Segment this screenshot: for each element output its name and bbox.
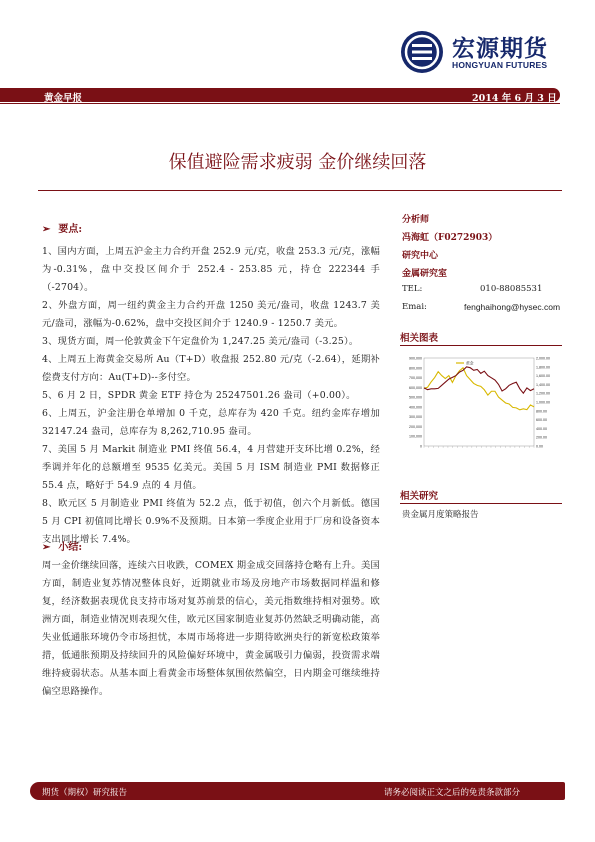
chart-left-tick-label: 100,000 [409, 434, 422, 439]
page-title: 保值避险需求疲弱 金价继续回落 [168, 152, 427, 173]
chart-right-tick-label: 1,600.00 [536, 374, 550, 379]
chart-left-tick-label: 200,000 [409, 424, 422, 429]
list-item: 4、上周五上海黄金交易所 Au（T+D）收盘报 252.80 元/克（-2.64），延期补偿费支付方向：Au(T+D)--多付空。 [42, 354, 380, 383]
list-item: 7、美国 5 月 Markit 制造业 PMI 终值 56.4，4 月营建开支环比增 0.2%，经季调并年化的总额增至 9535 亿美元。美国 5 月 ISM 制造业 PMI 数据修正 55.4 点，略好于 54.9 点的 4 月值。 [42, 444, 380, 491]
related-chart-rule [400, 345, 562, 346]
related-chart-heading: 相关图表 [400, 333, 439, 344]
related-research-rule [400, 503, 562, 504]
chart-left-tick-label: 500,000 [409, 395, 422, 400]
analyst-role: 分析师 [402, 215, 430, 225]
gold-chart [396, 350, 562, 470]
summary-text [42, 557, 380, 701]
summary-heading [42, 538, 82, 553]
footer-left-text: 期货（期权）研究报告 [42, 788, 128, 798]
footer-disclaimer-text: 请务必阅读正文之后的免责条款部分 [384, 788, 521, 798]
chart-left-tick-label: 600,000 [409, 385, 422, 390]
chart-right-tick-label: 0.00 [536, 444, 543, 449]
list-item: 6、上周五，沪金注册仓单增加 0 千克，总库存为 420 千克。纽约金库存增加 32147.24 盎司，总库存为 8,262,710.95 盎司。 [42, 408, 380, 437]
analyst-email [402, 302, 562, 312]
list-item: 8、欧元区 5 月制造业 PMI 终值为 52.2 点，低于初值，创六个月新低。德国 5 月 CPI 初值同比增长 0.9%不及预期。日本第一季度企业用于厂房和设备资本支出同比增长 7.4%。 [42, 498, 380, 545]
analyst-dept: 研究中心 [402, 251, 439, 261]
chart-right-tick-label: 1,200.00 [536, 391, 550, 396]
chart-right-tick-label: 1,400.00 [536, 382, 550, 387]
summary-heading-label: 小结: [58, 542, 83, 553]
logo-english-name: HONGYUAN FUTURES [452, 60, 548, 70]
tel-value: 010-88085531 [480, 284, 543, 294]
arrow-right-icon: ➢ [42, 224, 51, 235]
list-item: 2、外盘方面，周一纽约黄金主力合约开盘 1250 美元/盎司，收盘 1243.7 美元/盎司，涨幅为-0.62%，盘中交投区间介于 1240.9 - 1250.7 美元。 [42, 300, 380, 329]
chart-left-tick-label: 300,000 [409, 415, 422, 420]
chart-right-tick-label: 200.00 [536, 435, 547, 440]
chart-right-tick-label: 600.00 [536, 418, 547, 423]
related-research-item[interactable]: 贵金属月度策略报告 [402, 510, 479, 520]
company-logo-icon [400, 30, 444, 74]
chart-right-tick-label: 400.00 [536, 426, 547, 431]
key-points-heading [42, 220, 82, 235]
analyst-tel [402, 284, 562, 294]
analyst-name: 冯海虹（F0272903） [402, 233, 498, 243]
tel-label: TEL: [402, 284, 423, 294]
key-points-heading-label: 要点: [58, 224, 83, 235]
chart-right-tick-label: 2,000.00 [536, 356, 550, 361]
arrow-right-icon: ➢ [42, 542, 51, 553]
logo-chinese-name: 宏源期货 [452, 36, 548, 62]
list-item: 1、国内方面，上周五沪金主力合约开盘 252.9 元/克，收盘 253.3 元/克，涨幅为-0.31%，盘中交投区间介于 252.4 - 253.85 元，持仓 222344 手（-2704）。 [42, 246, 380, 293]
email-label: Emai: [402, 302, 427, 312]
chart-left-tick-label: 700,000 [409, 376, 422, 381]
chart-right-tick-label: 1,800.00 [536, 365, 550, 370]
email-link[interactable]: fenghaihong@hysec.com [464, 302, 561, 312]
report-date: 2014 年 6 月 3 日 [472, 93, 557, 104]
chart-legend-label: 黄金 [466, 360, 474, 366]
chart-left-tick-label: 900,000 [409, 356, 422, 361]
analyst-team: 金属研究室 [402, 269, 448, 279]
title-rule [38, 190, 562, 191]
chart-right-tick-label: 1,000.00 [536, 400, 550, 405]
chart-left-tick-label: 0 [420, 444, 422, 449]
list-item: 5、6 月 2 日，SPDR 黄金 ETF 持仓为 25247501.26 盎司（+0.00）。 [42, 390, 356, 401]
chart-left-tick-label: 800,000 [409, 366, 422, 371]
chart-left-tick-label: 400,000 [409, 405, 422, 410]
report-type: 黄金早报 [44, 93, 83, 104]
key-points-list [42, 243, 380, 549]
chart-right-tick-label: 800.00 [536, 409, 547, 414]
list-item: 3、现货方面，周一伦敦黄金下午定盘价为 1,247.25 美元/盎司（-3.25）。 [42, 336, 359, 347]
related-research-heading: 相关研究 [400, 491, 439, 502]
summary-paragraph: 周一金价继续回落，连续六日收跌，COMEX 期金成交回落持仓略有上升。美国方面，制造业复苏情况整体良好，近期就业市场及房地产市场数据同样温和修复，经济数据表现优良支持市场对复苏前景的信心，美元指数维持相对强势。欧洲方面，制造业情况则表现欠佳，欧元区国家制造业复苏仍然缺乏明确动能，高失业低通胀环境仍令市场担忧，本周市场将进一步期待欧洲央行的新宽松政策举措，低通胀预期及持续回升的风险偏好环境中，黄金属吸引力偏弱，投资需求端维持疲弱状态。从基本面上看黄金市场整体氛围依然偏空，日内期金可继续维持偏空思路操作。 [42, 560, 380, 697]
